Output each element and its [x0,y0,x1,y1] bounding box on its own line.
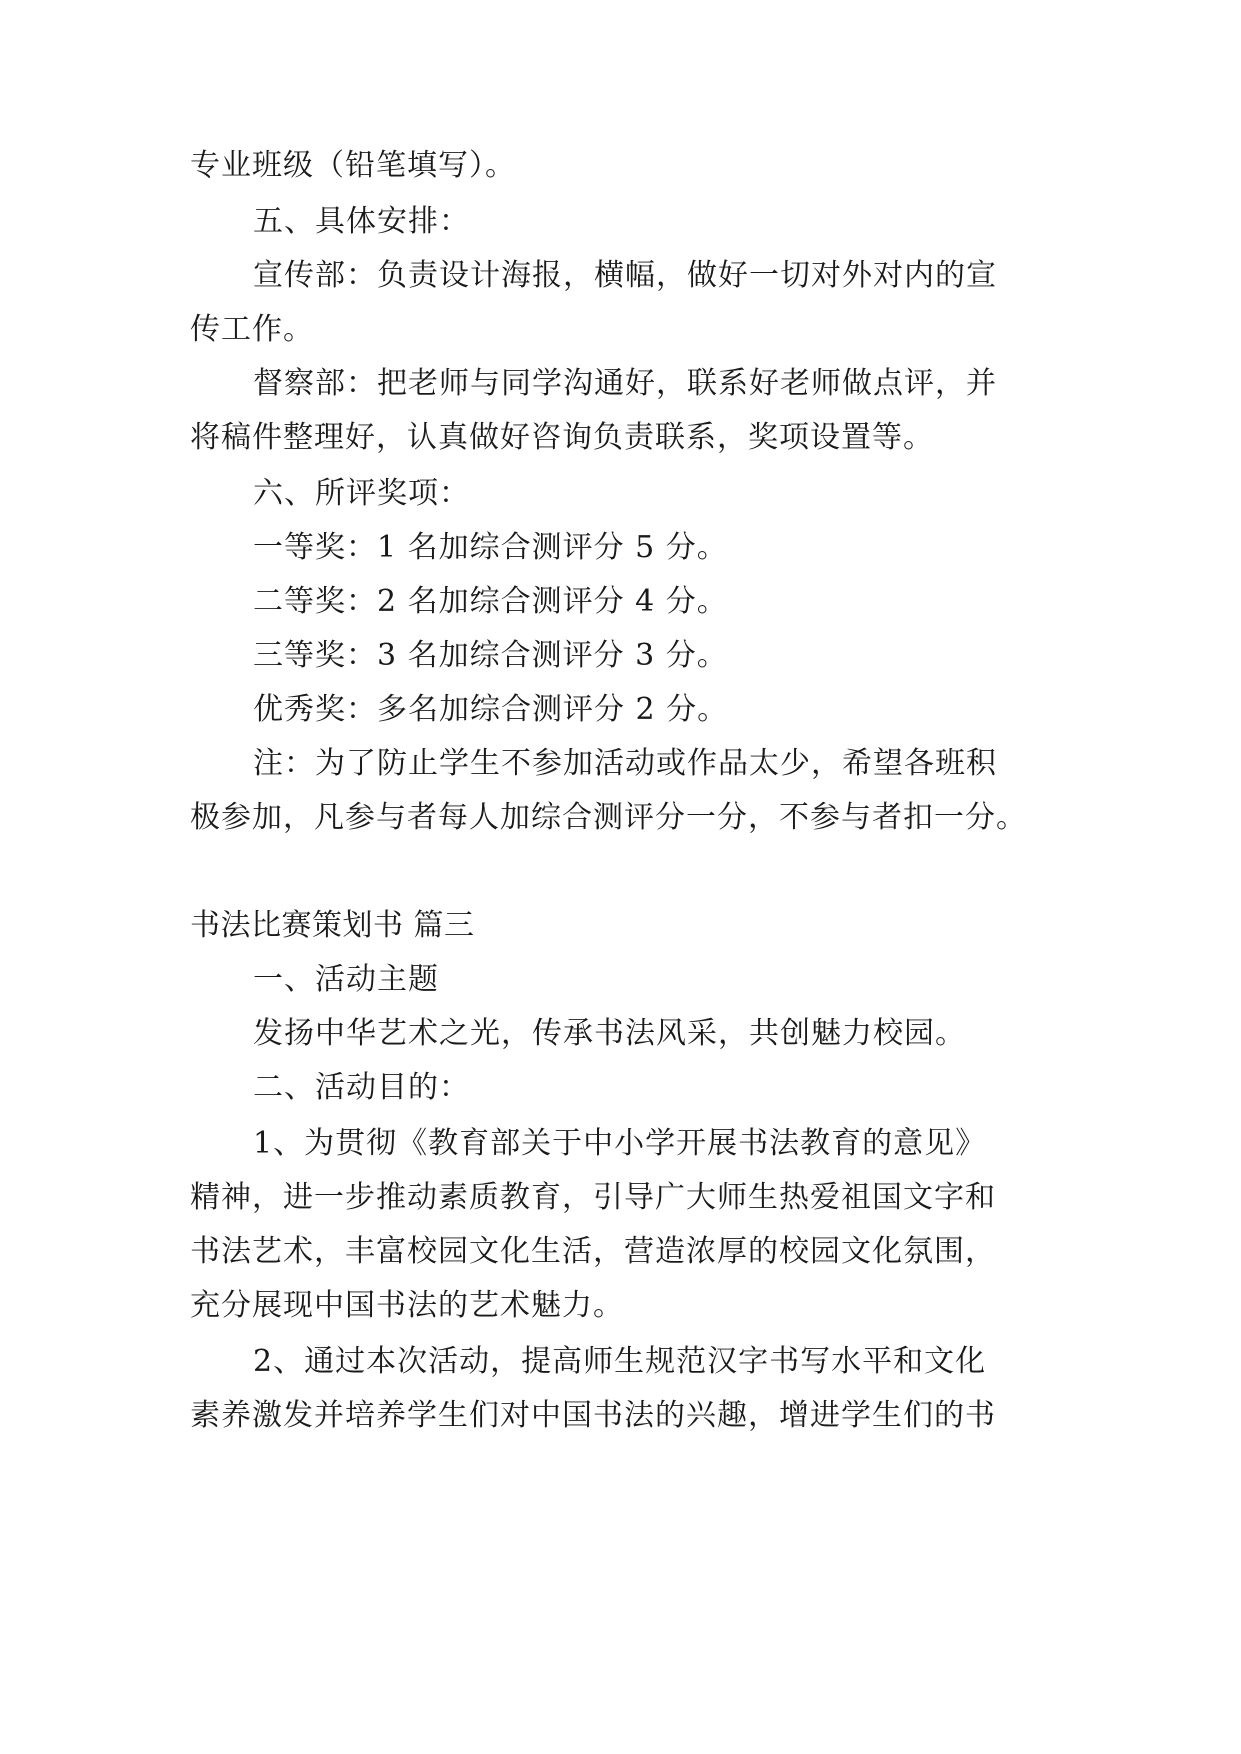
text-line: 充分展现中国书法的艺术魅力。 [190,1288,624,1323]
text-line: 1、为贯彻《教育部关于中小学开展书法教育的意见》 [253,1126,987,1161]
text-line: 将稿件整理好，认真做好咨询负责联系，奖项设置等。 [190,420,934,455]
award-line: 一等奖：1 名加综合测评分 5 分。 [253,530,728,565]
document-title: 书法比赛策划书 篇三 [190,908,475,943]
text-line: 宣传部：负责设计海报，横幅，做好一切对外对内的宣 [253,258,997,293]
note-line: 注：为了防止学生不参加活动或作品太少，希望各班积 [253,746,997,781]
award-line: 二等奖：2 名加综合测评分 4 分。 [253,584,728,619]
text-line: 素养激发并培养学生们对中国书法的兴趣，增进学生们的书 [190,1398,996,1433]
text-line: 传工作。 [190,312,314,347]
section-heading: 六、所评奖项： [253,476,470,511]
award-line: 三等奖：3 名加综合测评分 3 分。 [253,638,728,673]
text-line: 书法艺术，丰富校园文化生活，营造浓厚的校园文化氛围， [190,1234,996,1269]
text-line: 督察部：把老师与同学沟通好，联系好老师做点评，并 [253,366,997,401]
text-line: 发扬中华艺术之光，传承书法风采，共创魅力校园。 [253,1016,966,1051]
award-line: 优秀奖：多名加综合测评分 2 分。 [253,692,729,727]
text-line: 精神，进一步推动素质教育，引导广大师生热爱祖国文字和 [190,1180,996,1215]
section-heading: 一、活动主题 [253,962,439,997]
text-line: 专业班级（铅笔填写）。 [190,148,516,183]
text-line: 2、通过本次活动，提高师生规范汉字书写水平和文化 [253,1344,987,1379]
section-heading: 五、具体安排： [253,204,470,239]
note-line: 极参加，凡参与者每人加综合测评分一分，不参与者扣一分。 [190,800,1027,835]
section-heading: 二、活动目的： [253,1070,470,1105]
